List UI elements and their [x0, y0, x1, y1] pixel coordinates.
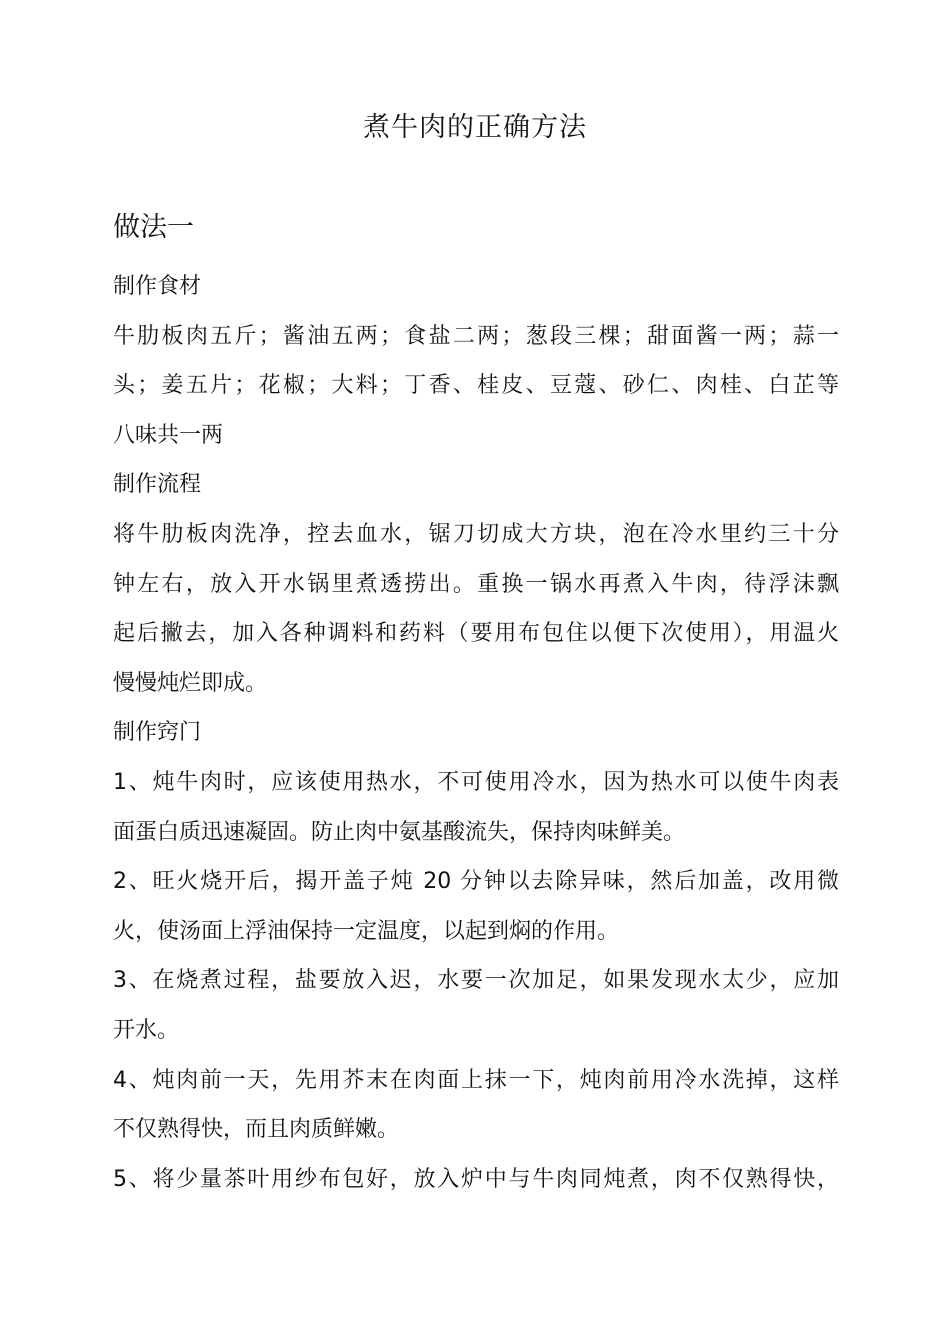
text-line: 钟左右，放入开水锅里煮透捞出。重换一锅水再煮入牛肉，待浮沫飘 — [113, 571, 839, 597]
text-line: 1、炖牛肉时，应该使用热水，不可使用冷水，因为热水可以使牛肉表 — [113, 769, 839, 795]
text-line: 头；姜五片；花椒；大料；丁香、桂皮、豆蔻、砂仁、肉桂、白芷等 — [113, 373, 839, 399]
text-line: 起后撇去，加入各种调料和药料（要用布包住以便下次使用），用温火 — [113, 621, 839, 647]
text-line: 牛肋板肉五斤；酱油五两；食盐二两；葱段三棵；甜面酱一两；蒜一 — [113, 323, 839, 349]
text-line: 3、在烧煮过程，盐要放入迟，水要一次加足，如果发现水太少，应加 — [113, 968, 839, 994]
text-line: 制作窍门 — [113, 720, 202, 746]
text-line: 慢慢炖烂即成。 — [113, 670, 268, 696]
text-line: 八味共一两 — [113, 422, 224, 448]
text-line: 面蛋白质迅速凝固。防止肉中氨基酸流失，保持肉味鲜美。 — [113, 819, 686, 845]
text-line: 5、将少量茶叶用纱布包好，放入炉中与牛肉同炖煮，肉不仅熟得快， — [113, 1166, 839, 1192]
text-line: 制作食材 — [113, 274, 202, 299]
text-line: 4、炖肉前一天，先用芥末在肉面上抹一下，炖肉前用冷水洗掉，这样 — [113, 1067, 839, 1093]
document-body — [113, 262, 839, 1204]
text-line: 不仅熟得快，而且肉质鲜嫩。 — [113, 1117, 400, 1143]
text-line: 将牛肋板肉洗净，控去血水，锯刀切成大方块，泡在冷水里约三十分 — [113, 521, 839, 547]
document-title: 煮牛肉的正确方法 — [363, 112, 587, 143]
section-heading: 做法一 — [113, 212, 194, 243]
text-line: 制作流程 — [113, 472, 202, 498]
text-line: 火，使汤面上浮油保持一定温度，以起到焖的作用。 — [113, 918, 620, 944]
text-line: 2、旺火烧开后，揭开盖子炖 20 分钟以去除异味，然后加盖，改用微 — [113, 869, 839, 895]
text-line: 开水。 — [113, 1017, 180, 1043]
